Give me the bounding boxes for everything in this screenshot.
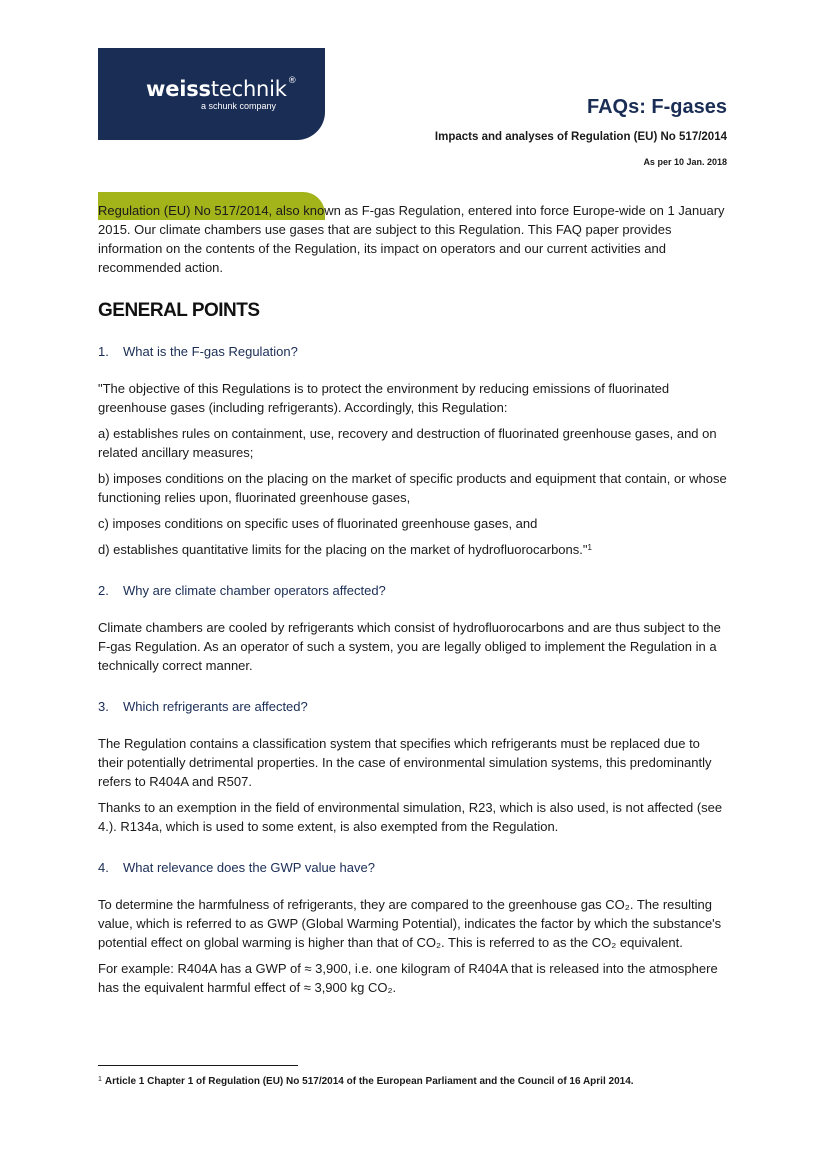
footnote-ref: 1: [587, 543, 592, 552]
paragraph: "The objective of this Regulations is to protect the environment by reducing emissions of fluorinated greenhouse gases (including refrigerants). Accordingly, this Regulation:: [98, 381, 670, 415]
logo-tagline: a schunk company: [201, 101, 277, 111]
document-date: As per 10 Jan. 2018: [643, 157, 727, 167]
paragraph: a) establishes rules on containment, use, recovery and destruction of fluorinated greenhouse gases, and on related ancillary measures;: [98, 426, 717, 460]
paragraph: d) establishes quantitative limits for the placing on the market of hydrofluorocarbons."$^1$: [98, 542, 592, 557]
question-heading: 2. Why are climate chamber operators affected?: [98, 583, 386, 598]
paragraph: For example: R404A has a GWP of ≈ 3,900, i.e. one kilogram of R404A that is released into the atmosphere has the equivalent harmful effect of ≈ 3,900 kg CO₂.: [98, 961, 718, 995]
footnote: $^1$ Article 1 Chapter 1 of Regulation (EU) No 517/2014 of the European Parliament and the Council of 16 April 2014.: [98, 1076, 634, 1087]
paragraph: To determine the harmfulness of refrigerants, they are compared to the greenhouse gas CO₂. The resulting value, which is referred to as GWP (Global Warming Potential), indicates the factor by which the substance's potential effect on global warming is higher than that of CO₂. This is referred to as the CO₂ equivalent.: [98, 897, 722, 950]
paragraph: b) imposes conditions on the placing on the market of specific products and equipment that contain, or whose functioning relies upon, fluorinated greenhouse gases,: [98, 471, 727, 505]
footnote-divider: [98, 1065, 298, 1066]
company-logo: [98, 48, 325, 172]
document-title: FAQs: F-gases: [586, 96, 727, 118]
question-heading: 3. Which refrigerants are affected?: [98, 699, 308, 714]
question-heading: 4. What relevance does the GWP value have?: [98, 860, 375, 875]
document-subtitle: Impacts and analyses of Regulation (EU) No 517/2014: [434, 131, 727, 143]
document-body: [98, 201, 728, 997]
logo-navy-band: [98, 48, 325, 140]
paragraph: Climate chambers are cooled by refrigerants which consist of hydrofluorocarbons and are thus subject to the F-gas Regulation. As an operator of such a system, you are legally obliged to implement the Regulation in a technically correct manner.: [98, 620, 721, 673]
paragraph: Thanks to an exemption in the field of environmental simulation, R23, which is also used, is not affected (see 4.). R134a, which is used to some extent, is also exempted from the Regulation.: [98, 800, 723, 834]
question-heading: 1. What is the F-gas Regulation?: [98, 344, 298, 359]
logo-wordmark: weisstechnik®: [146, 76, 297, 101]
paragraph: c) imposes conditions on specific uses of fluorinated greenhouse gases, and: [98, 516, 538, 531]
section-heading: GENERAL POINTS: [98, 300, 260, 321]
paragraph: The Regulation contains a classification system that specifies which refrigerants must be replaced due to their potentially detrimental properties. In the case of environmental simulation systems, this predominantly refers to R404A and R507.: [98, 736, 712, 789]
intro-paragraph: Regulation (EU) No 517/2014, also known as F-gas Regulation, entered into force Europe-wide on 1 January 2015. Our climate chambers use gases that are subject to this Regulation. This FAQ paper provides information on the contents of the Regulation, its impact on operators and our current activities and recommended action.: [98, 203, 725, 275]
